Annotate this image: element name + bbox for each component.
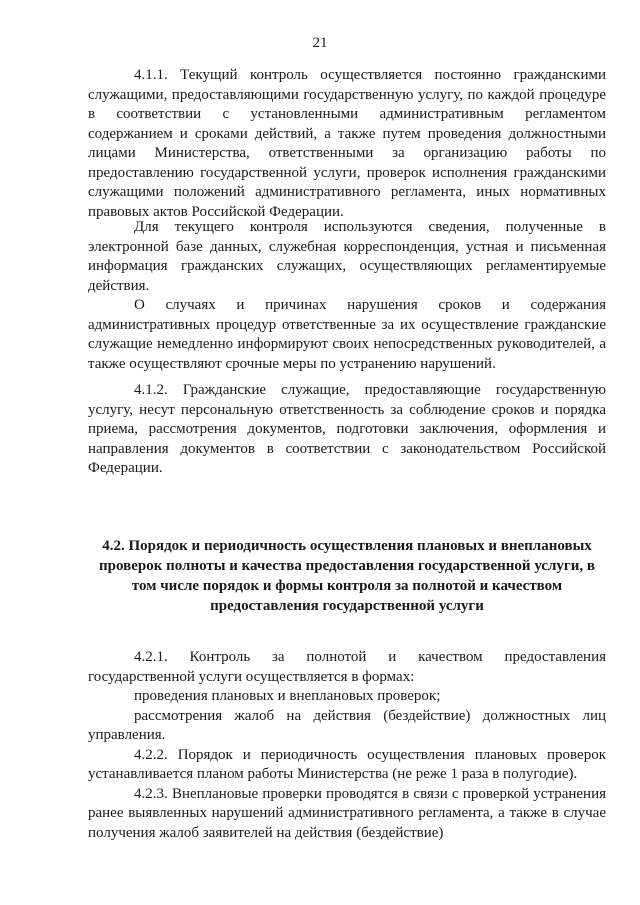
paragraph-control-sources: Для текущего контроля используются сведения, полученные в электронной базе данных, служебная корреспонденция, устная и письменная информация гражданских служащих, осуществляющих регламентируемые действия. (88, 219, 606, 294)
control-form-inspections: проведения плановых и внеплановых проверок; (134, 688, 441, 704)
section-4-1-1-sources (88, 218, 606, 374)
section-heading-4-2: 4.2. Порядок и периодичность осуществления плановых и внеплановых проверок полноты и качества предоставления государственной услуги, в том числе порядок и формы контроля за полнотой и качеством предоставления государственной услуги (98, 538, 595, 614)
paragraph-4-2-1: 4.2.1. Контроль за полнотой и качеством предоставления государственной услуги осуществляется в формах: (88, 649, 606, 685)
paragraph-4-1-1: 4.1.1. Текущий контроль осуществляется постоянно гражданскими служащими, предоставляющими государственную услугу, по каждой процедуре в соответствии с установленными административным регламентом содержанием и сроками действий, а также путем проведения должностными лицами Министерства, ответственными за организацию работы по предоставлению государственной услуги, проверок исполнения гражданскими служащими положений административного регламента, иных нормативных правовых актов Российской Федерации. (88, 67, 606, 220)
section-4-1-2 (88, 381, 606, 479)
paragraph-violations: О случаях и причинах нарушения сроков и содержания административных процедур ответственные за их осуществление гражданские служащие немедленно информируют своих непосредственных руководителей, а также осуществляют срочные меры по устранению нарушений. (88, 297, 606, 372)
paragraph-4-2-2: 4.2.2. Порядок и периодичность осуществления плановых проверок устанавливается планом работы Министерства (не реже 1 раза в полугодие). (88, 746, 606, 782)
paragraph-4-2-3: 4.2.3. Внеплановые проверки проводятся в связи с проверкой устранения ранее выявленных нарушений административного регламента, а также в случае получения жалоб заявителей на действия (бездействие) (88, 785, 606, 841)
paragraph-4-1-2: 4.1.2. Гражданские служащие, предоставляющие государственную услугу, несут персональную ответственность за соблюдение сроков и порядка приема, рассмотрения документов, подготовки заключения, оформления и направления документов в соответствии с законодательством Российской Федерации. (88, 382, 606, 476)
section-4-1-1 (88, 66, 606, 222)
control-form-complaints: рассмотрения жалоб на действия (бездействие) должностных лиц управления. (88, 707, 606, 743)
page-number: 21 (312, 35, 328, 51)
section-4-2 (88, 648, 606, 843)
